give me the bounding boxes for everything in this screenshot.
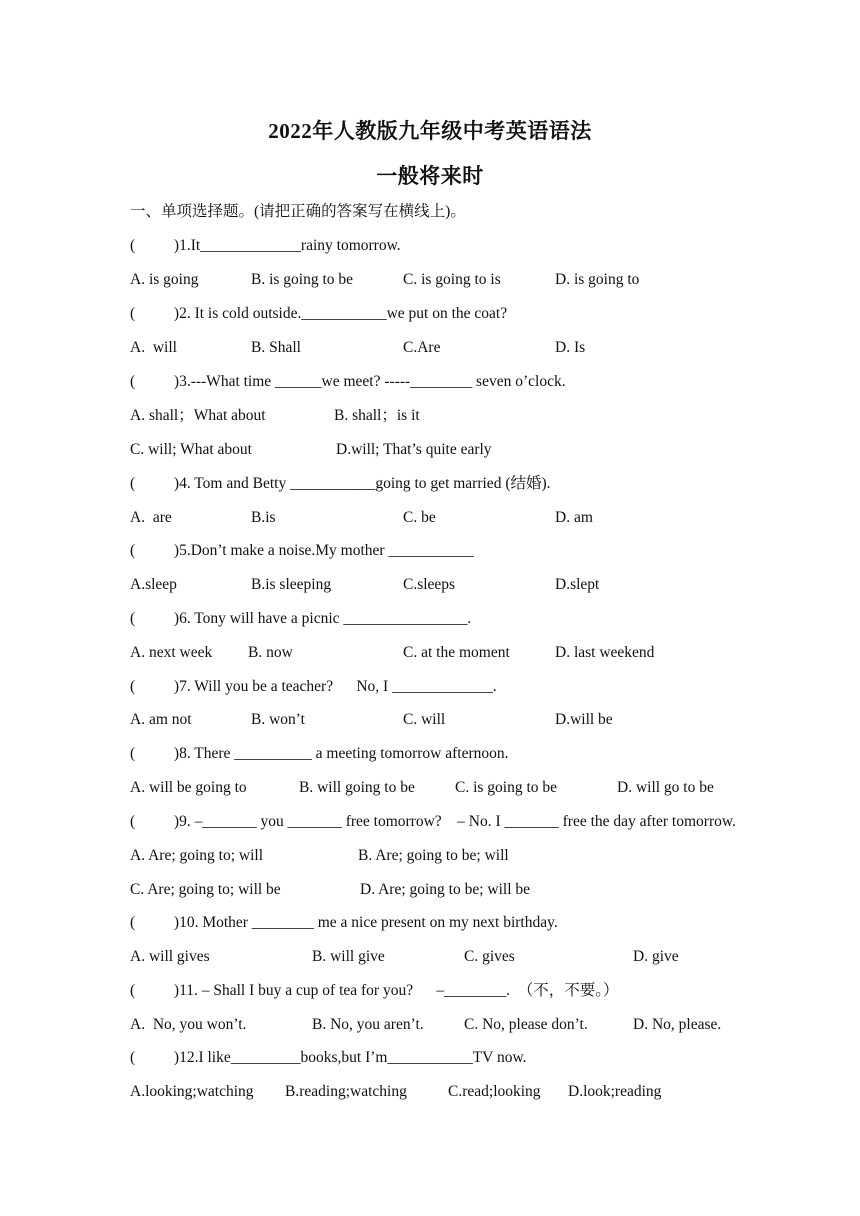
option-a: A. Are; going to; will [130, 847, 264, 864]
question-stem: ( )5.Don’t make a noise.My mother ___________ [130, 542, 474, 559]
option-c: C.read;looking [448, 1083, 541, 1100]
option-d: D.slept [555, 576, 600, 593]
option-d: D. Are; going to be; will be [360, 881, 531, 898]
option-d: D. Is [555, 339, 586, 356]
option-c: C. No, please don’t. [464, 1016, 588, 1033]
option-c: C. is going to be [455, 779, 558, 796]
option-d: D.look;reading [568, 1083, 662, 1100]
option-a: A. No, you won’t. [130, 1016, 247, 1033]
question-stem: ( )8. There __________ a meeting tomorrow afternoon. [130, 745, 509, 762]
option-c: C.Are [403, 339, 441, 356]
question-stem: ( )1.It_____________rainy tomorrow. [130, 237, 401, 254]
option-b: B. shall；is it [334, 407, 420, 424]
option-d: D. give [633, 948, 679, 965]
option-c: C. Are; going to; will be [130, 881, 281, 898]
option-c: C. will [403, 711, 446, 728]
option-c: C. is going to is [403, 271, 501, 288]
option-a: A. am not [130, 711, 192, 728]
question-stem: ( )12.I like_________books,but I’m___________TV now. [130, 1049, 527, 1066]
option-d: D.will be [555, 711, 613, 728]
option-a: A. will [130, 339, 177, 356]
option-c: C. at the moment [403, 644, 510, 661]
question-stem: ( )9. –_______ you _______ free tomorrow? – No. I _______ free the day after tomorrow. [130, 813, 736, 830]
option-a: A. will gives [130, 948, 210, 965]
options-row [130, 1082, 662, 1182]
option-b: B. will going to be [299, 779, 415, 796]
option-b: B.reading;watching [285, 1083, 407, 1100]
option-b: B. won’t [251, 711, 305, 728]
option-d: D. last weekend [555, 644, 655, 661]
question-stem: ( )6. Tony will have a picnic ________________. [130, 610, 472, 627]
option-a: A. are [130, 509, 172, 526]
option-c: C.sleeps [403, 576, 456, 593]
option-b: B. Shall [251, 339, 301, 356]
option-b: B. is going to be [251, 271, 354, 288]
option-b: B. No, you aren’t. [312, 1016, 424, 1033]
option-c: C. gives [464, 948, 515, 965]
option-a: A. will be going to [130, 779, 247, 796]
question-stem: ( )3.---What time ______we meet? -----________ seven o’clock. [130, 373, 566, 390]
option-a: A.looking;watching [130, 1083, 254, 1100]
question-stem: ( )4. Tom and Betty ___________going to get married (结婚). [130, 475, 551, 492]
option-b: B. now [248, 644, 293, 661]
question-stem: ( )10. Mother ________ me a nice present on my next birthday. [130, 914, 558, 931]
option-b: B. will give [312, 948, 385, 965]
document-title: 2022年人教版九年级中考英语语法 [268, 119, 592, 143]
option-c: C. will; What about [130, 441, 252, 458]
option-d: D. No, please. [633, 1016, 722, 1033]
document-subtitle: 一般将来时 [376, 164, 484, 188]
question-stem: ( )11. – Shall I buy a cup of tea for you? –________. （不，不要。） [130, 982, 619, 999]
option-b: B. Are; going to be; will [358, 847, 509, 864]
option-c: C. be [403, 509, 436, 526]
question-stem: ( )7. Will you be a teacher? No, I _____________. [130, 678, 497, 695]
question-stem: ( )2. It is cold outside.___________we put on the coat? [130, 305, 508, 322]
option-d: D. am [555, 509, 593, 526]
option-d: D. is going to [555, 271, 640, 288]
section-heading: 一、单项选择题。(请把正确的答案写在横线上)。 [130, 203, 466, 220]
option-b: B.is sleeping [251, 576, 332, 593]
option-a: A. is going [130, 271, 199, 288]
option-b: B.is [251, 509, 276, 526]
option-d: D. will go to be [617, 779, 714, 796]
option-d: D.will; That’s quite early [336, 441, 492, 458]
option-a: A. shall；What about [130, 407, 266, 424]
option-a: A.sleep [130, 576, 177, 593]
option-a: A. next week [130, 644, 213, 661]
